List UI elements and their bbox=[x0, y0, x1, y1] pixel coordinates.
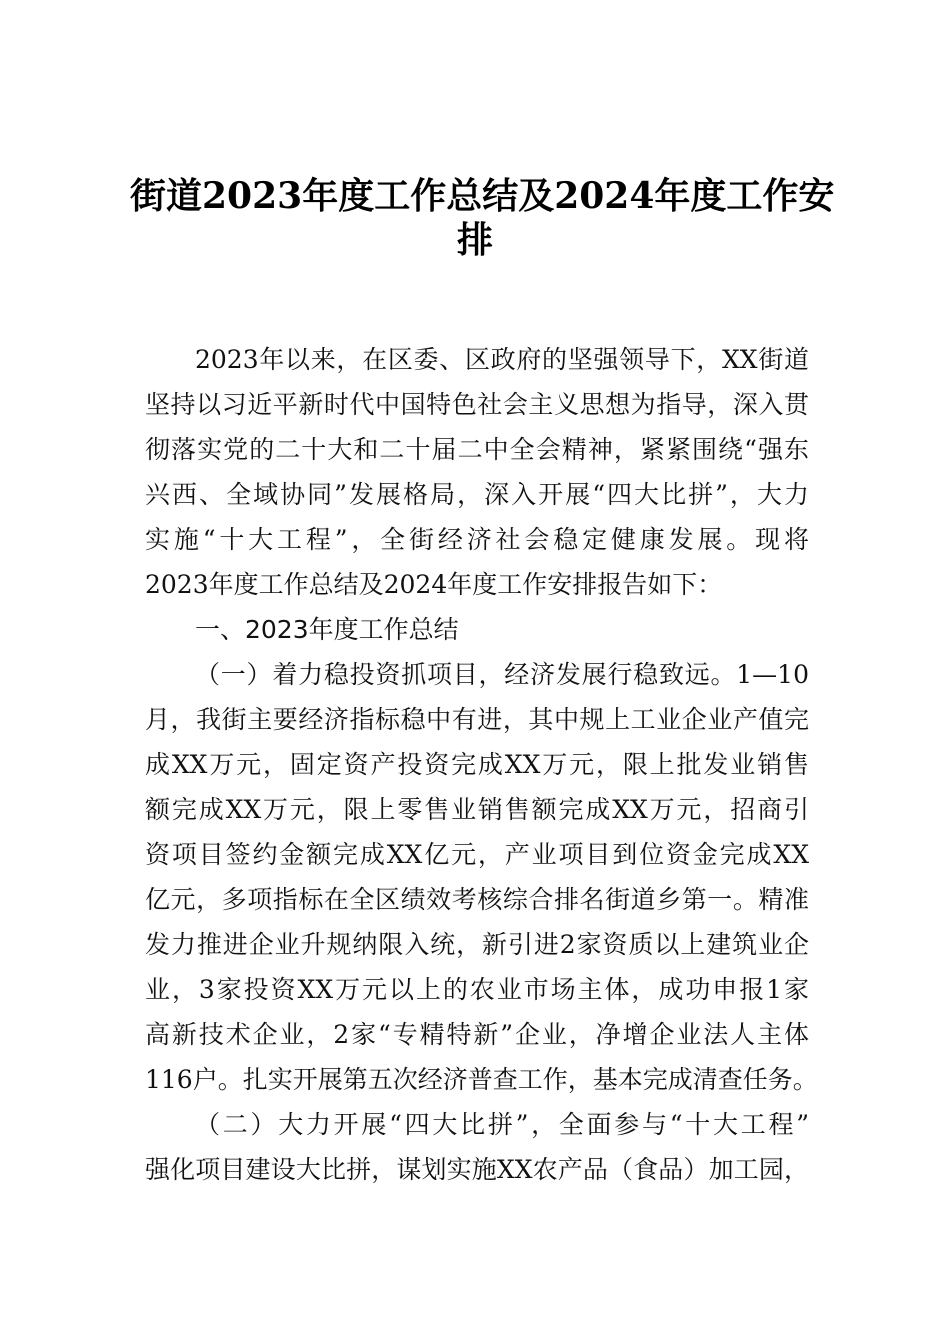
body-line: 实施“十大工程”，全街经济社会稳定健康发展。现将 bbox=[145, 525, 809, 554]
body-line: 兴西、全域协同”发展格局，深入开展“四大比拼”，大力 bbox=[145, 480, 809, 509]
body-line: 资项目签约金额完成XX亿元，产业项目到位资金完成XX bbox=[145, 840, 809, 869]
body-line: 高新技术企业，2家“专精特新”企业，净增企业法人主体 bbox=[145, 1020, 809, 1049]
body-line: 成XX万元，固定资产投资完成XX万元，限上批发业销售 bbox=[145, 750, 809, 779]
body-line: 2023年度工作总结及2024年度工作安排报告如下： bbox=[145, 570, 723, 599]
body-line: 彻落实党的二十大和二十届二中全会精神，紧紧围绕“强东 bbox=[145, 435, 809, 464]
document-title: 街道2023年度工作总结及2024年度工作安 bbox=[130, 175, 835, 217]
body-line: 月，我街主要经济指标稳中有进，其中规上工业企业产值完 bbox=[145, 705, 809, 734]
body-line: 2023年以来，在区委、区政府的坚强领导下，XX街道 bbox=[195, 345, 809, 374]
subsection-heading-line: （二）大力开展“四大比拼”，全面参与“十大工程” bbox=[195, 1110, 809, 1139]
subsection-heading-line: （一）着力稳投资抓项目，经济发展行稳致远。1—10 bbox=[195, 660, 809, 689]
document-title-continued: 排 bbox=[456, 219, 493, 261]
body-line: 业，3家投资XX万元以上的农业市场主体，成功申报1家 bbox=[145, 975, 809, 1004]
body-line: 发力推进企业升规纳限入统，新引进2家资质以上建筑业企 bbox=[145, 930, 809, 959]
body-line: 116户。扎实开展第五次经济普查工作，基本完成清查任务。 bbox=[145, 1065, 818, 1094]
body-line: 额完成XX万元，限上零售业销售额完成XX万元，招商引 bbox=[145, 795, 809, 824]
body-line: 强化项目建设大比拼，谋划实施XX农产品（食品）加工园， bbox=[145, 1155, 809, 1184]
body-line: 坚持以习近平新时代中国特色社会主义思想为指导，深入贯 bbox=[145, 390, 809, 419]
section-heading: 一、2023年度工作总结 bbox=[195, 615, 459, 644]
body-line: 亿元，多项指标在全区绩效考核综合排名街道乡第一。精准 bbox=[145, 885, 809, 914]
